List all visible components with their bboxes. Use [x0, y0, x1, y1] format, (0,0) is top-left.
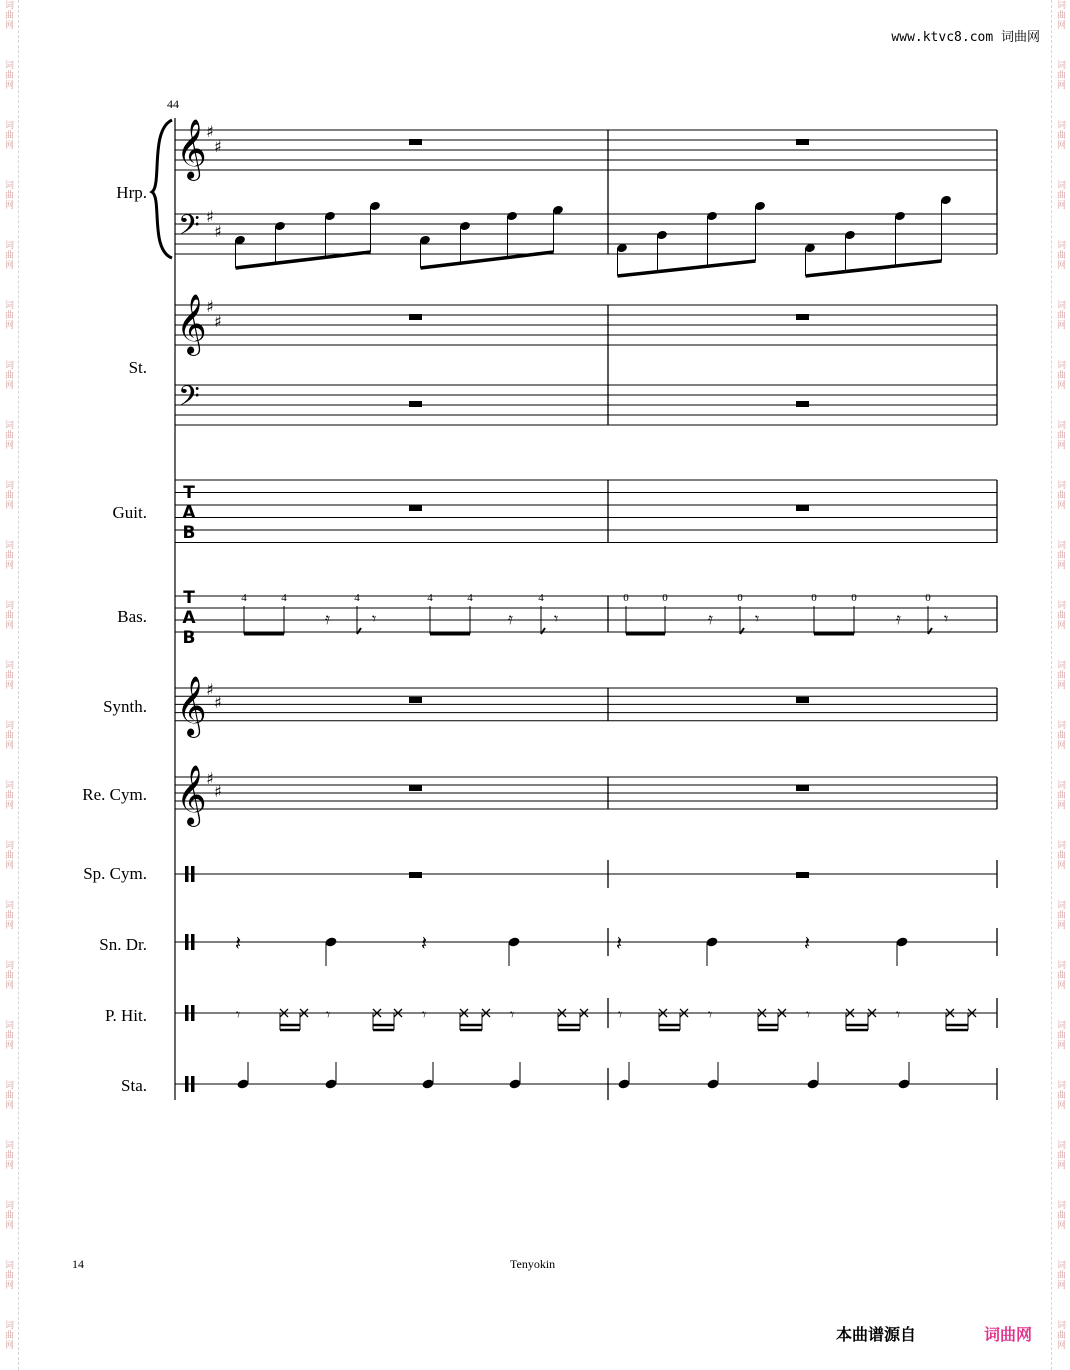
- watermark-text: 词曲网: [1055, 540, 1065, 570]
- sharp-icon: ♯: [214, 693, 222, 712]
- site-header[interactable]: www.ktvc8.com 词曲网: [891, 30, 1040, 45]
- label-synth: Synth.: [103, 697, 147, 716]
- bass-tab-clef: [182, 588, 196, 648]
- watermark-text: 词曲网: [1055, 300, 1065, 330]
- quarter-rest-icon: 𝄽: [421, 931, 428, 955]
- percussion-clef-icon: [191, 934, 195, 950]
- tab-flag: [541, 628, 545, 634]
- watermark-text: 词曲网: [1055, 600, 1065, 630]
- fret-number: 4: [467, 592, 473, 604]
- composer-name: Tenyokin: [510, 1257, 556, 1271]
- watermark-text: 词曲网: [1055, 840, 1065, 870]
- watermark-text: 词曲网: [3, 1200, 13, 1230]
- harp-brace: [152, 120, 172, 258]
- fret-number: 4: [427, 592, 433, 604]
- tab-flag: [928, 628, 932, 634]
- sharp-icon: ♯: [206, 122, 214, 141]
- label-snare-drum: Sn. Dr.: [99, 935, 147, 954]
- tab-letter: A: [182, 608, 196, 628]
- whole-rest-icon: [409, 505, 422, 511]
- source-site-link[interactable]: 词曲网: [984, 1325, 1033, 1344]
- sixteenth-rest-icon: 𝄿: [325, 609, 330, 628]
- watermark-text: 词曲网: [1055, 360, 1065, 390]
- watermark-text: 词曲网: [1055, 660, 1065, 690]
- whole-rest-icon: [409, 785, 422, 791]
- watermark-text: 词曲网: [3, 1320, 13, 1350]
- watermark-text: 词曲网: [1055, 420, 1065, 450]
- sixteenth-rest-icon: 𝄿: [708, 609, 713, 628]
- treble-clef-icon: 𝄞: [176, 119, 207, 179]
- sixteenth-rest-icon: 𝄿: [508, 609, 513, 628]
- eighth-rest-icon: 𝄾: [944, 609, 949, 628]
- staff-lines: [175, 130, 997, 1084]
- sharp-icon: ♯: [206, 680, 214, 699]
- tab-letter: T: [183, 588, 195, 608]
- watermark-text: 词曲网: [3, 1020, 13, 1050]
- watermark-text: 词曲网: [1055, 900, 1065, 930]
- tab-letter: B: [182, 523, 196, 543]
- sharp-icon: ♯: [206, 297, 214, 316]
- sharp-icon: ♯: [214, 137, 222, 156]
- sharp-icon: ♯: [206, 207, 214, 226]
- watermark-text: 词曲网: [3, 780, 13, 810]
- watermark-text: 词曲网: [1055, 1080, 1065, 1110]
- fret-number: 4: [354, 592, 360, 604]
- sharp-icon: ♯: [214, 782, 222, 801]
- watermark-text: 词曲网: [1055, 1200, 1065, 1230]
- fret-number: 0: [811, 592, 817, 604]
- whole-rest-icon: [409, 139, 422, 145]
- watermark-text: 词曲网: [1055, 240, 1065, 270]
- label-guitar: Guit.: [112, 503, 147, 522]
- eighth-rest-icon: 𝄾: [236, 1005, 241, 1024]
- eighth-rest-icon: 𝄾: [326, 1005, 331, 1024]
- eighth-rest-icon: 𝄾: [554, 609, 559, 628]
- eighth-rest-icon: 𝄾: [372, 609, 377, 628]
- watermark-text: 词曲网: [3, 240, 13, 270]
- watermark-text: 词曲网: [1055, 780, 1065, 810]
- watermark-text: 词曲网: [1055, 0, 1065, 30]
- note-beam: [618, 261, 756, 276]
- sharp-icon: ♯: [214, 222, 222, 241]
- eighth-rest-icon: 𝄾: [806, 1005, 811, 1024]
- bass-clef-icon: 𝄢: [178, 380, 200, 420]
- whole-rest-icon: [409, 401, 422, 407]
- watermark-text: 词曲网: [1055, 1140, 1065, 1170]
- label-sta: Sta.: [121, 1076, 147, 1095]
- watermark-text: 词曲网: [3, 480, 13, 510]
- tab-flag: [357, 628, 361, 634]
- whole-rest-icon: [796, 505, 809, 511]
- bass-clef-icon: 𝄢: [178, 209, 200, 249]
- whole-rest-icon: [796, 139, 809, 145]
- treble-clef-icon: 𝄞: [176, 765, 207, 825]
- watermark-text: 词曲网: [1055, 480, 1065, 510]
- percussion-clef-icon: [185, 934, 189, 950]
- fret-number: 0: [662, 592, 668, 604]
- watermark-text: 词曲网: [1055, 180, 1065, 210]
- percussion-clef-icon: [185, 1005, 189, 1021]
- source-label: 本曲谱源自: [836, 1325, 917, 1344]
- watermark-text: 词曲网: [3, 300, 13, 330]
- fret-number: 0: [925, 592, 931, 604]
- tab-letter: B: [182, 628, 196, 648]
- watermark-text: 词曲网: [3, 960, 13, 990]
- watermark-text: 词曲网: [1055, 120, 1065, 150]
- watermark-text: 词曲网: [3, 180, 13, 210]
- fret-number: 0: [623, 592, 629, 604]
- tab-flag: [740, 628, 744, 634]
- percussion-clef-icon: [185, 866, 189, 882]
- eighth-rest-icon: 𝄾: [896, 1005, 901, 1024]
- watermark-text: 词曲网: [3, 540, 13, 570]
- watermark-text: 词曲网: [1055, 1320, 1065, 1350]
- percussion-clef-icon: [191, 866, 195, 882]
- sixteenth-rest-icon: 𝄿: [896, 609, 901, 628]
- whole-rest-icon: [796, 401, 809, 407]
- whole-rest-icon: [409, 872, 422, 878]
- watermark-text: 词曲网: [3, 1140, 13, 1170]
- fret-number: 0: [851, 592, 857, 604]
- label-reverse-cymbal: Re. Cym.: [82, 785, 147, 804]
- score-marks: [152, 118, 997, 1100]
- watermark-text: 词曲网: [3, 120, 13, 150]
- watermark-text: 词曲网: [3, 0, 13, 30]
- watermark-text: 词曲网: [3, 900, 13, 930]
- sharp-icon: ♯: [214, 312, 222, 331]
- watermark-text: 词曲网: [3, 420, 13, 450]
- whole-rest-icon: [409, 314, 422, 320]
- whole-rest-icon: [796, 314, 809, 320]
- eighth-rest-icon: 𝄾: [618, 1005, 623, 1024]
- fret-number: 4: [281, 592, 287, 604]
- eighth-rest-icon: 𝄾: [510, 1005, 515, 1024]
- whole-rest-icon: [796, 785, 809, 791]
- percussion-clef-icon: [191, 1076, 195, 1092]
- tab-letter: A: [182, 503, 196, 523]
- watermark-text: 词曲网: [1055, 720, 1065, 750]
- watermark-text: 词曲网: [1055, 1020, 1065, 1050]
- treble-clef-icon: 𝄞: [176, 676, 207, 736]
- fret-number: 0: [737, 592, 743, 604]
- fret-number: 4: [241, 592, 247, 604]
- eighth-rest-icon: 𝄾: [422, 1005, 427, 1024]
- watermark-text: 词曲网: [1055, 1260, 1065, 1290]
- watermark-text: 词曲网: [1055, 60, 1065, 90]
- watermark-text: 词曲网: [3, 60, 13, 90]
- bass-tab-frets: [241, 592, 931, 604]
- watermark-text: 词曲网: [3, 720, 13, 750]
- watermark-text: 词曲网: [1055, 960, 1065, 990]
- label-strings: St.: [128, 358, 147, 377]
- quarter-rest-icon: 𝄽: [235, 931, 242, 955]
- treble-clef-icon: 𝄞: [176, 294, 207, 354]
- whole-rest-icon: [796, 872, 809, 878]
- guitar-tab-clef: [182, 483, 196, 543]
- watermark-text: 词曲网: [3, 660, 13, 690]
- whole-rest-icon: [796, 697, 809, 703]
- watermark-text: 词曲网: [3, 1080, 13, 1110]
- tab-letter: T: [183, 483, 195, 503]
- label-percussion-hit: P. Hit.: [104, 1006, 147, 1025]
- label-splash-cymbal: Sp. Cym.: [83, 864, 147, 883]
- watermark-text: 词曲网: [3, 360, 13, 390]
- percussion-clef-icon: [185, 1076, 189, 1092]
- quarter-rest-icon: 𝄽: [616, 931, 623, 955]
- note-beam: [806, 261, 942, 276]
- quarter-rest-icon: 𝄽: [804, 931, 811, 955]
- label-bass: Bas.: [117, 607, 147, 626]
- measure-number: 44: [167, 97, 179, 111]
- label-harp: Hrp.: [116, 183, 147, 202]
- page-number: 14: [72, 1257, 84, 1271]
- watermark-text: 词曲网: [3, 600, 13, 630]
- sharp-icon: ♯: [206, 769, 214, 788]
- percussion-clef-icon: [191, 1005, 195, 1021]
- eighth-rest-icon: 𝄾: [708, 1005, 713, 1024]
- whole-rest-icon: [409, 697, 422, 703]
- watermark-text: 词曲网: [3, 840, 13, 870]
- fret-number: 4: [538, 592, 544, 604]
- eighth-rest-icon: 𝄾: [755, 609, 760, 628]
- watermark-text: 词曲网: [3, 1260, 13, 1290]
